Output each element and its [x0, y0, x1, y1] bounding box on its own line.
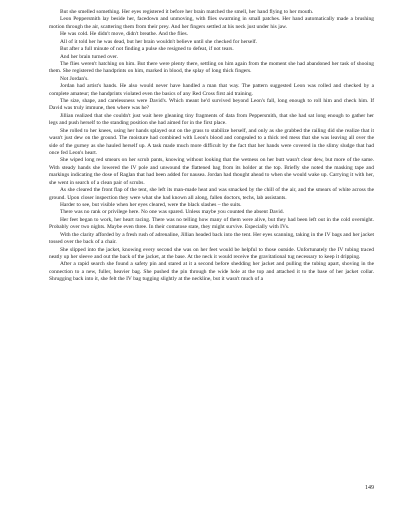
paragraph: He was cold. He didn't move, didn't breathe. And the flies.: [60, 31, 188, 38]
paragraph: There was no rank or privilege here. No one was spared. Unless maybe you counted the absent David.: [60, 209, 284, 216]
paragraph: After a rapid search she found a safety pin and stared at it a second before shedding her jacket and pulling the tubing apart, shoving in the connection to a new, fuller, heavier bag. She pushed the pin through the wide hole at the top and attached it to the base of her jacket collar. Shrugging back into it, she felt the IV bag tugging slightly at the neckline, but it wasn't much of a: [49, 261, 374, 283]
page-body-text: [49, 9, 374, 284]
paragraph: Jordan had artist's hands. He also would never have handled a man that way. The pattern suggested Leon was rolled and checked by a complete amateur; the handprints violated even the basics of any Red Cross first aid training.: [49, 83, 374, 97]
paragraph: The flies weren't hatching on him. But there were plenty there, settling on him again from the moment she had abandoned her task of shooing them. She registered the handprints on him, marked in blood, the splay of long thick fingers.: [49, 60, 374, 75]
paragraph: Not Jordan's.: [60, 75, 89, 82]
paragraph: But after a full minute of not finding a pulse she resigned to defeat, if not tears.: [60, 46, 234, 53]
paragraph: And her brain turned over.: [60, 53, 118, 60]
paragraph: But she smelled something. Her eyes registered it before her brain matched the smell, her hand flying to her mouth.: [60, 9, 314, 15]
paragraph: Harder to see, but visible when her eyes cleared, were the black slashes – the suits.: [60, 201, 242, 208]
paragraph: Her feet began to work, her heart racing. There was no telling how many of them were alive, but they had been left out in the cold overnight. Probably over two nights. Maybe even three. In their comatose state, they might survive. Especially with IVs.: [49, 216, 374, 231]
page-number: 149: [365, 485, 374, 491]
paragraph: Leon Peppersmith lay beside her, facedown and unmoving, with flies swarming in small patches. Her hand automatically made a brushing motion through the air, scattering them from their prey. And her fingers settled at his neck just under his jaw.: [49, 16, 374, 30]
paragraph: The size, shape, and carelessness were David's. Which meant he'd survived beyond Leon's fall, long enough to roll him and check him. If David was truly immune, then where was he?: [49, 98, 374, 112]
paragraph: She slipped into the jacket, knowing every second she was on her feet would be helpful to those outside. Unfortunately the IV tubing traced neatly up her sleeve and out the back of the jacket, at the base. At the neck it would receive the gravitational tug necessary to keep it dripping.: [49, 246, 374, 260]
paragraph: She rolled to her knees, using her hands splayed out on the grass to stabilize herself, and only as she grabbed the railing did she realize that it wasn't just dew on the ground. The moisture had combined with Leon's blood and congealed to a thick red mess that she was leaving all over the side of the gurney as she hauled herself up. A task made much more difficult by the fact that her hands were covered in the slimy sludge that had once fed Leon's heart.: [49, 127, 374, 157]
paragraph: As she cleared the front flap of the tent, she left its man-made heat and was smacked by the chill of the air, and the smears of white across the ground. Upon closer inspection they were what she had known all along, fallen doctors, techs, lab assistants.: [49, 187, 374, 201]
paragraph: All of it told her he was dead, but her brain wouldn't believe until she checked for herself.: [60, 38, 258, 45]
paragraph: With the clarity afforded by a fresh rush of adrenaline, Jillian headed back into the tent. Her eyes scanning, taking in the IV bags and her jacket tossed over the back of a chair.: [49, 231, 374, 246]
paragraph: She wiped long red smears on her scrub pants, knowing without looking that the wetness on her butt wasn't clear dew, but more of the same. With steady hands she lowered the IV pole and unwound the flattened bag from its holder at the top. Briefly she noted the masking tape and markings indicating the dose of Raglan that had been added for nausea. Jordan had thought ahead to when she would wake up. Carrying it with her, she went in search of a clean pair of scrubs.: [49, 157, 374, 186]
paragraph: Jillian realized that she couldn't just wait here gleaning tiny fragments of data from Peppersmith, that she had sat long enough to gather her legs and push herself to the standing position she had aimed for in the first place.: [49, 112, 374, 127]
